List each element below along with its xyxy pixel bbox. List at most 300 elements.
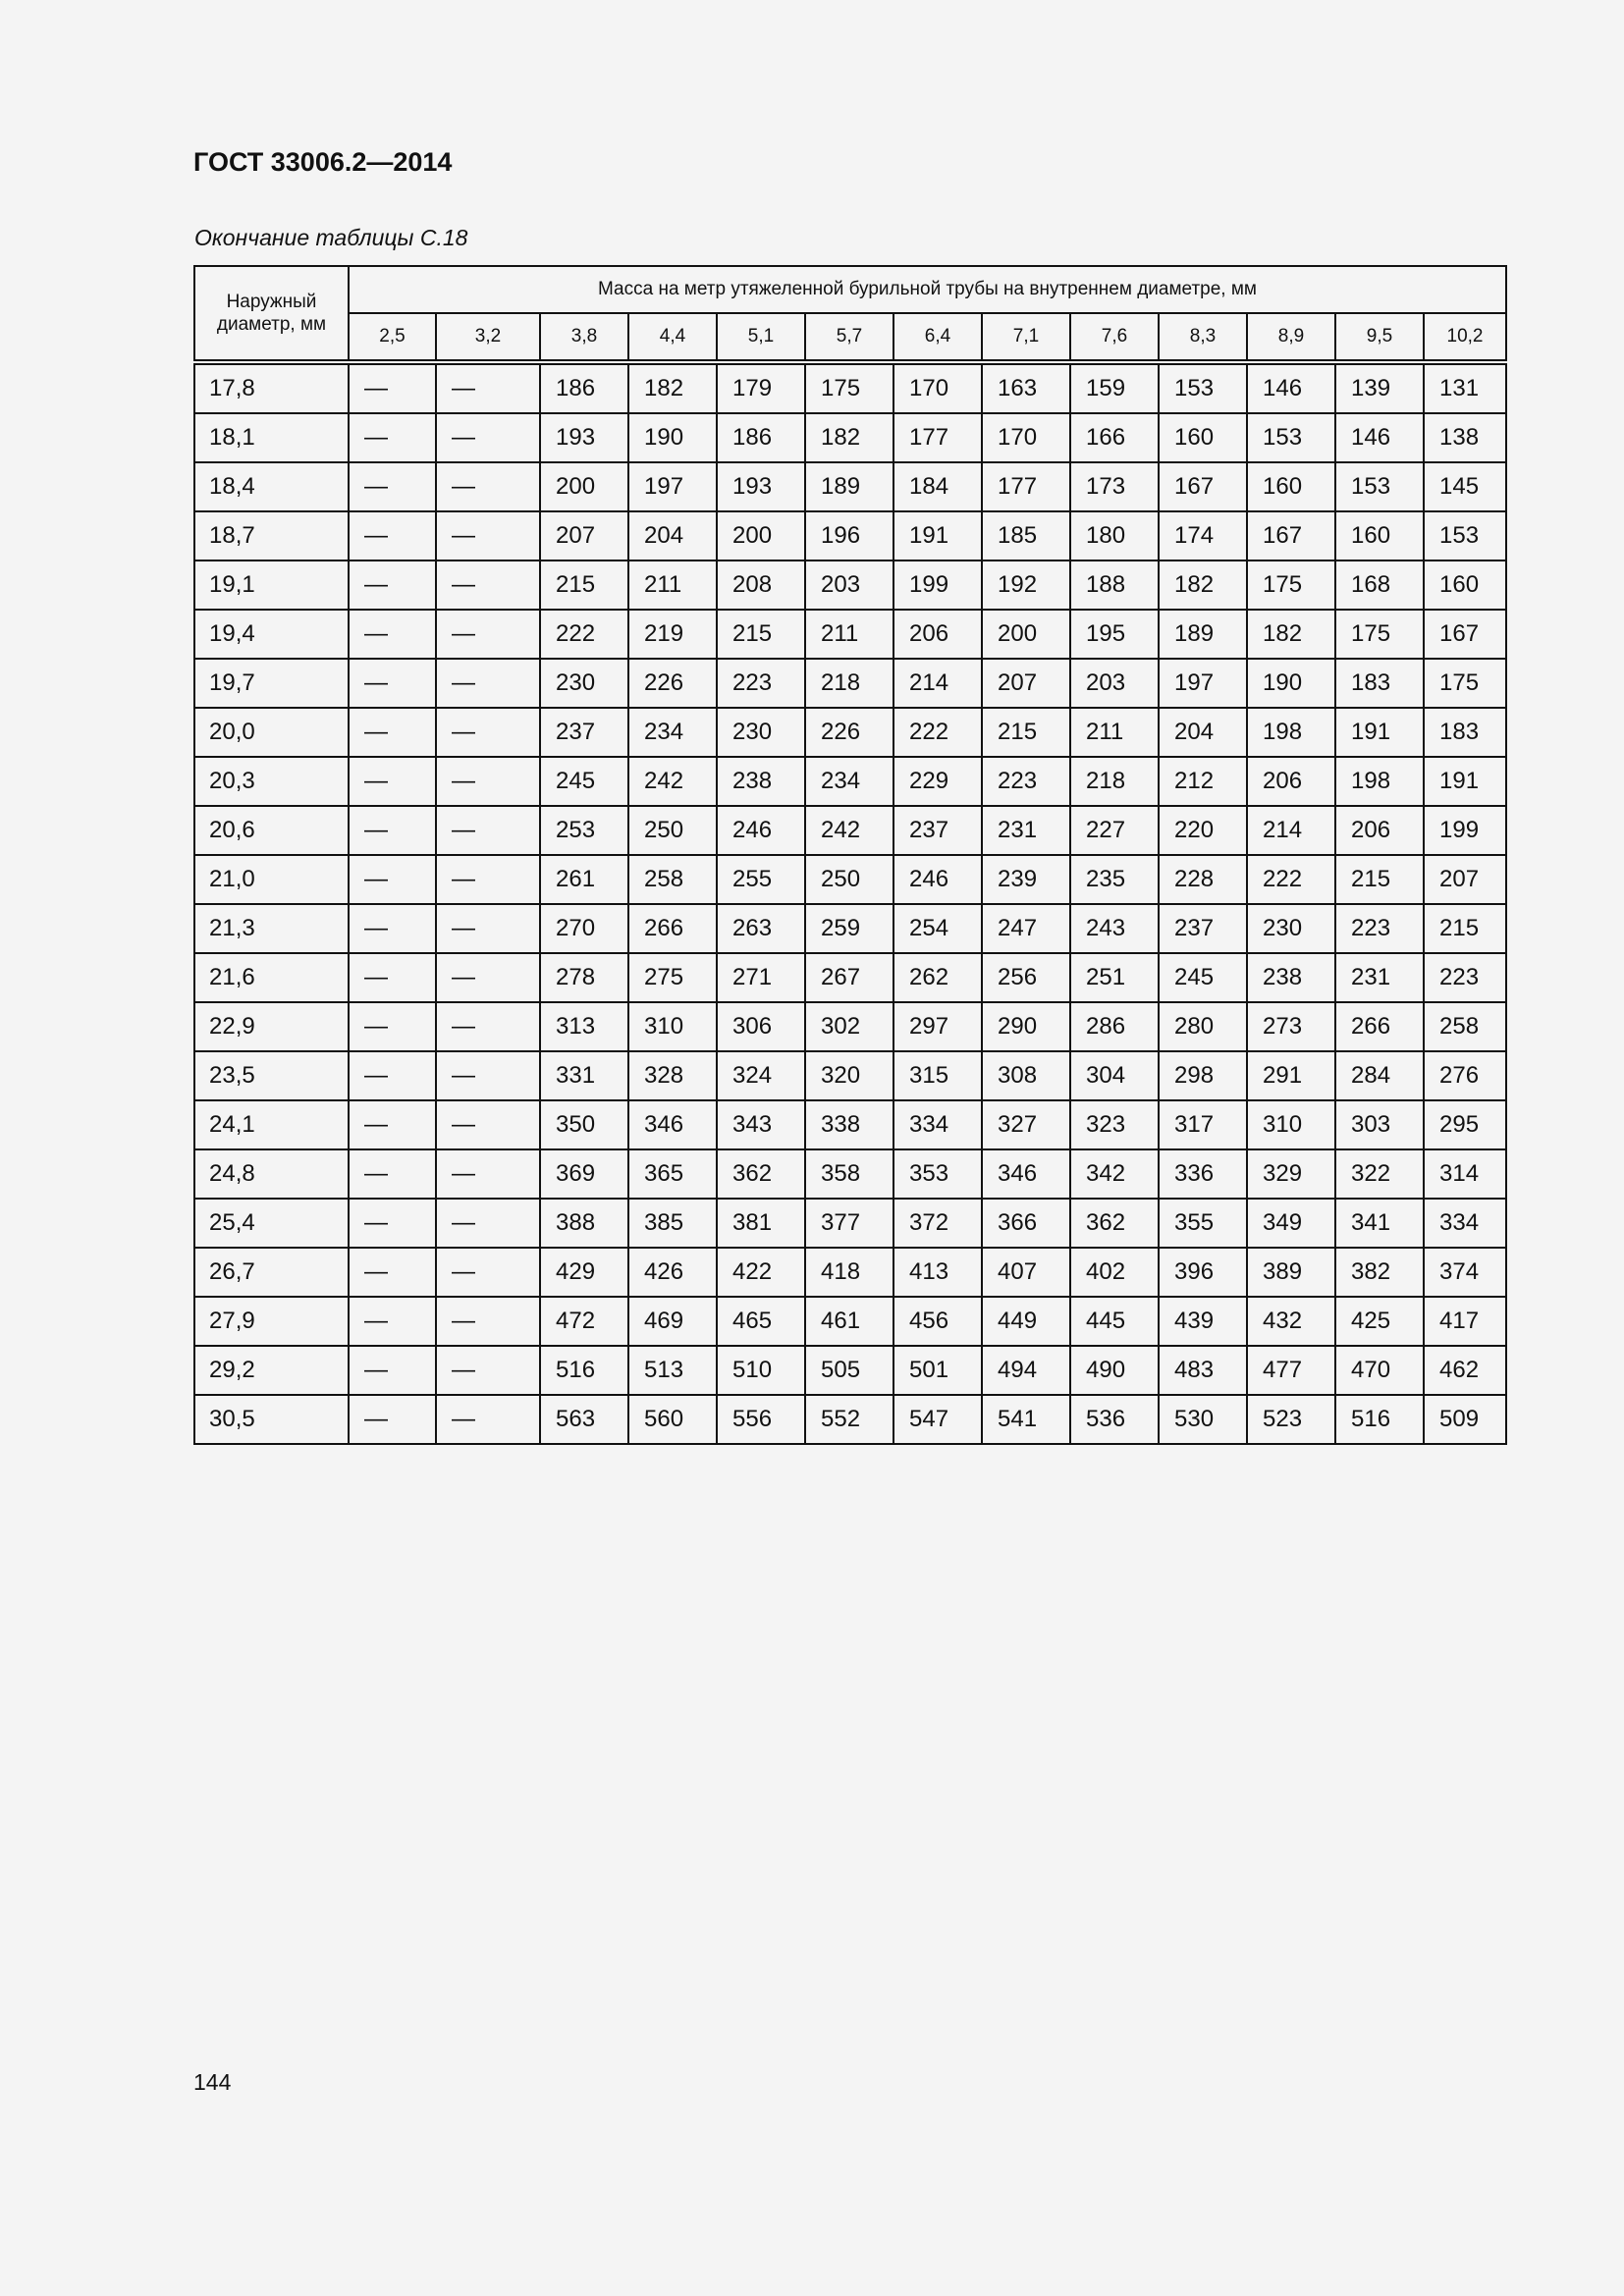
- mass-cell: 259: [805, 904, 893, 953]
- mass-cell: 315: [893, 1051, 982, 1100]
- mass-cell: 547: [893, 1395, 982, 1444]
- mass-cell: —: [349, 1002, 436, 1051]
- mass-cell: 362: [717, 1149, 805, 1199]
- mass-cell: 231: [1335, 953, 1424, 1002]
- mass-cell: 310: [1247, 1100, 1335, 1149]
- mass-cell: 160: [1247, 462, 1335, 511]
- mass-cell: 208: [717, 561, 805, 610]
- mass-cell: 389: [1247, 1248, 1335, 1297]
- mass-cell: —: [349, 610, 436, 659]
- mass-cell: 314: [1424, 1149, 1506, 1199]
- mass-cell: 207: [982, 659, 1070, 708]
- mass-cell: 167: [1159, 462, 1247, 511]
- mass-cell: 199: [1424, 806, 1506, 855]
- mass-cell: 327: [982, 1100, 1070, 1149]
- mass-cell: —: [436, 953, 540, 1002]
- mass-cell: —: [349, 708, 436, 757]
- mass-cell: 439: [1159, 1297, 1247, 1346]
- mass-cell: 328: [628, 1051, 717, 1100]
- mass-cell: 192: [982, 561, 1070, 610]
- mass-cell: 167: [1424, 610, 1506, 659]
- mass-cell: 560: [628, 1395, 717, 1444]
- outer-diameter-cell: 19,7: [194, 659, 349, 708]
- mass-cell: 374: [1424, 1248, 1506, 1297]
- mass-cell: 552: [805, 1395, 893, 1444]
- mass-cell: 275: [628, 953, 717, 1002]
- mass-cell: 145: [1424, 462, 1506, 511]
- mass-cell: 396: [1159, 1248, 1247, 1297]
- mass-cell: 350: [540, 1100, 628, 1149]
- table-row: [194, 806, 1506, 855]
- mass-cell: 226: [628, 659, 717, 708]
- mass-cell: 218: [1070, 757, 1159, 806]
- mass-cell: —: [349, 1149, 436, 1199]
- mass-cell: 324: [717, 1051, 805, 1100]
- mass-cell: 204: [628, 511, 717, 561]
- table-row: [194, 757, 1506, 806]
- mass-cell: 238: [1247, 953, 1335, 1002]
- outer-diameter-cell: 20,3: [194, 757, 349, 806]
- mass-cell: 239: [982, 855, 1070, 904]
- mass-cell: —: [349, 953, 436, 1002]
- table-row: [194, 1100, 1506, 1149]
- mass-cell: 342: [1070, 1149, 1159, 1199]
- mass-cell: 211: [628, 561, 717, 610]
- mass-cell: 139: [1335, 362, 1424, 413]
- mass-cell: 266: [628, 904, 717, 953]
- mass-cell: 170: [982, 413, 1070, 462]
- mass-cell: 173: [1070, 462, 1159, 511]
- mass-cell: 153: [1159, 362, 1247, 413]
- mass-cell: —: [436, 561, 540, 610]
- table-row: [194, 904, 1506, 953]
- outer-diameter-cell: 21,3: [194, 904, 349, 953]
- mass-cell: 472: [540, 1297, 628, 1346]
- mass-cell: 160: [1424, 561, 1506, 610]
- mass-cell: 191: [1424, 757, 1506, 806]
- mass-cell: 278: [540, 953, 628, 1002]
- mass-cell: 204: [1159, 708, 1247, 757]
- table-row: [194, 953, 1506, 1002]
- mass-cell: —: [349, 1051, 436, 1100]
- mass-cell: 298: [1159, 1051, 1247, 1100]
- outer-diameter-cell: 30,5: [194, 1395, 349, 1444]
- table-row: [194, 1395, 1506, 1444]
- mass-cell: 449: [982, 1297, 1070, 1346]
- table-row: [194, 659, 1506, 708]
- mass-cell: 286: [1070, 1002, 1159, 1051]
- outer-diameter-cell: 26,7: [194, 1248, 349, 1297]
- mass-cell: 237: [540, 708, 628, 757]
- mass-cell: 377: [805, 1199, 893, 1248]
- mass-cell: 470: [1335, 1346, 1424, 1395]
- mass-cell: 146: [1335, 413, 1424, 462]
- table-row: [194, 1346, 1506, 1395]
- table-row: [194, 855, 1506, 904]
- mass-cell: 346: [628, 1100, 717, 1149]
- mass-cell: 220: [1159, 806, 1247, 855]
- mass-cell: 320: [805, 1051, 893, 1100]
- mass-cell: 418: [805, 1248, 893, 1297]
- mass-cell: 334: [893, 1100, 982, 1149]
- mass-cell: 247: [982, 904, 1070, 953]
- mass-cell: 211: [1070, 708, 1159, 757]
- mass-cell: 231: [982, 806, 1070, 855]
- mass-cell: 235: [1070, 855, 1159, 904]
- mass-cell: 153: [1335, 462, 1424, 511]
- mass-cell: 516: [1335, 1395, 1424, 1444]
- outer-diameter-cell: 24,1: [194, 1100, 349, 1149]
- mass-cell: 477: [1247, 1346, 1335, 1395]
- table-row: [194, 1297, 1506, 1346]
- inner-diameter-header: 7,6: [1070, 313, 1159, 362]
- mass-cell: 207: [1424, 855, 1506, 904]
- mass-cell: 237: [893, 806, 982, 855]
- mass-cell: 295: [1424, 1100, 1506, 1149]
- mass-cell: 271: [717, 953, 805, 1002]
- mass-cell: 323: [1070, 1100, 1159, 1149]
- mass-cell: 198: [1335, 757, 1424, 806]
- outer-diameter-cell: 19,4: [194, 610, 349, 659]
- outer-diameter-cell: 20,6: [194, 806, 349, 855]
- mass-cell: 346: [982, 1149, 1070, 1199]
- mass-cell: 153: [1247, 413, 1335, 462]
- inner-diameter-header: 5,7: [805, 313, 893, 362]
- outer-diameter-cell: 19,1: [194, 561, 349, 610]
- mass-cell: 365: [628, 1149, 717, 1199]
- mass-cell: 182: [1247, 610, 1335, 659]
- mass-cell: 234: [805, 757, 893, 806]
- mass-cell: 266: [1335, 1002, 1424, 1051]
- mass-cell: —: [349, 806, 436, 855]
- mass-cell: 184: [893, 462, 982, 511]
- mass-cell: 245: [1159, 953, 1247, 1002]
- mass-cell: 382: [1335, 1248, 1424, 1297]
- mass-cell: —: [349, 362, 436, 413]
- mass-cell: —: [436, 1248, 540, 1297]
- mass-cell: 182: [805, 413, 893, 462]
- mass-cell: —: [436, 855, 540, 904]
- mass-cell: 203: [805, 561, 893, 610]
- mass-cell: 355: [1159, 1199, 1247, 1248]
- mass-cell: 462: [1424, 1346, 1506, 1395]
- mass-cell: 175: [1335, 610, 1424, 659]
- mass-cell: 246: [717, 806, 805, 855]
- mass-cell: 174: [1159, 511, 1247, 561]
- table-row: [194, 511, 1506, 561]
- mass-cell: 556: [717, 1395, 805, 1444]
- mass-cell: 242: [805, 806, 893, 855]
- mass-cell: 284: [1335, 1051, 1424, 1100]
- mass-cell: 222: [540, 610, 628, 659]
- mass-cell: 200: [982, 610, 1070, 659]
- mass-cell: 308: [982, 1051, 1070, 1100]
- mass-cell: 199: [893, 561, 982, 610]
- mass-cell: 445: [1070, 1297, 1159, 1346]
- mass-cell: 426: [628, 1248, 717, 1297]
- mass-cell: 353: [893, 1149, 982, 1199]
- mass-cell: —: [436, 708, 540, 757]
- mass-cell: 513: [628, 1346, 717, 1395]
- mass-cell: 214: [893, 659, 982, 708]
- mass-cell: 270: [540, 904, 628, 953]
- mass-cell: —: [349, 659, 436, 708]
- mass-cell: 177: [982, 462, 1070, 511]
- outer-diameter-cell: 18,1: [194, 413, 349, 462]
- mass-cell: 253: [540, 806, 628, 855]
- mass-cell: 146: [1247, 362, 1335, 413]
- mass-cell: —: [349, 1100, 436, 1149]
- mass-cell: 182: [1159, 561, 1247, 610]
- mass-cell: 197: [628, 462, 717, 511]
- mass-cell: 329: [1247, 1149, 1335, 1199]
- mass-cell: 303: [1335, 1100, 1424, 1149]
- mass-cell: 291: [1247, 1051, 1335, 1100]
- mass-cell: 228: [1159, 855, 1247, 904]
- mass-cell: 206: [1335, 806, 1424, 855]
- mass-cell: 177: [893, 413, 982, 462]
- mass-cell: 215: [717, 610, 805, 659]
- mass-cell: 267: [805, 953, 893, 1002]
- mass-cell: 258: [628, 855, 717, 904]
- mass-cell: 237: [1159, 904, 1247, 953]
- mass-cell: —: [436, 757, 540, 806]
- mass-cell: —: [436, 806, 540, 855]
- mass-cell: 317: [1159, 1100, 1247, 1149]
- mass-cell: —: [349, 757, 436, 806]
- mass-cell: 372: [893, 1199, 982, 1248]
- mass-cell: 302: [805, 1002, 893, 1051]
- mass-cell: 168: [1335, 561, 1424, 610]
- mass-cell: —: [436, 511, 540, 561]
- mass-cell: 322: [1335, 1149, 1424, 1199]
- table-row: [194, 1051, 1506, 1100]
- mass-cell: 509: [1424, 1395, 1506, 1444]
- table-row: [194, 610, 1506, 659]
- mass-cell: 245: [540, 757, 628, 806]
- mass-cell: 243: [1070, 904, 1159, 953]
- mass-cell: 510: [717, 1346, 805, 1395]
- mass-cell: 358: [805, 1149, 893, 1199]
- mass-cell: —: [436, 659, 540, 708]
- mass-cell: 465: [717, 1297, 805, 1346]
- mass-cell: 196: [805, 511, 893, 561]
- outer-diameter-cell: 20,0: [194, 708, 349, 757]
- mass-cell: 505: [805, 1346, 893, 1395]
- mass-group-header: Масса на метр утяжеленной бурильной трубы на внутреннем диаметре, мм: [349, 266, 1506, 313]
- outer-diameter-cell: 24,8: [194, 1149, 349, 1199]
- mass-cell: 334: [1424, 1199, 1506, 1248]
- mass-cell: 203: [1070, 659, 1159, 708]
- mass-cell: 190: [628, 413, 717, 462]
- mass-cell: 254: [893, 904, 982, 953]
- mass-cell: 186: [717, 413, 805, 462]
- mass-cell: —: [436, 1002, 540, 1051]
- mass-cell: 250: [805, 855, 893, 904]
- mass-cell: 193: [540, 413, 628, 462]
- mass-cell: —: [349, 1395, 436, 1444]
- mass-cell: 191: [893, 511, 982, 561]
- mass-cell: 183: [1335, 659, 1424, 708]
- inner-diameter-header: 9,5: [1335, 313, 1424, 362]
- mass-cell: —: [436, 1051, 540, 1100]
- mass-cell: 190: [1247, 659, 1335, 708]
- mass-cell: 212: [1159, 757, 1247, 806]
- mass-cell: —: [349, 855, 436, 904]
- mass-cell: 280: [1159, 1002, 1247, 1051]
- mass-cell: —: [436, 1346, 540, 1395]
- mass-cell: —: [436, 462, 540, 511]
- mass-cell: 385: [628, 1199, 717, 1248]
- mass-cell: 530: [1159, 1395, 1247, 1444]
- mass-cell: 186: [540, 362, 628, 413]
- table-row: [194, 561, 1506, 610]
- table-row: [194, 1149, 1506, 1199]
- mass-cell: 276: [1424, 1051, 1506, 1100]
- mass-cell: 189: [1159, 610, 1247, 659]
- table-row: [194, 1199, 1506, 1248]
- mass-cell: 153: [1424, 511, 1506, 561]
- mass-cell: —: [349, 561, 436, 610]
- mass-cell: 432: [1247, 1297, 1335, 1346]
- outer-diameter-header: Наружный диаметр, мм: [194, 266, 349, 362]
- mass-cell: 402: [1070, 1248, 1159, 1297]
- outer-diameter-cell: 23,5: [194, 1051, 349, 1100]
- mass-cell: —: [349, 1346, 436, 1395]
- mass-cell: 362: [1070, 1199, 1159, 1248]
- mass-cell: —: [436, 904, 540, 953]
- mass-cell: 223: [982, 757, 1070, 806]
- mass-cell: 338: [805, 1100, 893, 1149]
- inner-diameter-header: 10,2: [1424, 313, 1506, 362]
- outer-diameter-cell: 29,2: [194, 1346, 349, 1395]
- mass-cell: 223: [1424, 953, 1506, 1002]
- table-caption: Окончание таблицы С.18: [194, 225, 468, 250]
- mass-cell: 222: [893, 708, 982, 757]
- mass-cell: 425: [1335, 1297, 1424, 1346]
- inner-diameter-header: 3,8: [540, 313, 628, 362]
- mass-cell: 175: [1247, 561, 1335, 610]
- outer-diameter-cell: 21,0: [194, 855, 349, 904]
- mass-cell: 185: [982, 511, 1070, 561]
- mass-cell: —: [436, 362, 540, 413]
- mass-cell: 256: [982, 953, 1070, 1002]
- outer-diameter-cell: 25,4: [194, 1199, 349, 1248]
- mass-cell: 388: [540, 1199, 628, 1248]
- outer-diameter-cell: 17,8: [194, 362, 349, 413]
- mass-cell: 215: [540, 561, 628, 610]
- mass-cell: 313: [540, 1002, 628, 1051]
- inner-diameter-header: 8,9: [1247, 313, 1335, 362]
- inner-diameter-header: 7,1: [982, 313, 1070, 362]
- table-row: [194, 1248, 1506, 1297]
- mass-cell: 490: [1070, 1346, 1159, 1395]
- outer-diameter-cell: 18,4: [194, 462, 349, 511]
- mass-cell: —: [349, 904, 436, 953]
- mass-cell: 206: [1247, 757, 1335, 806]
- mass-cell: 131: [1424, 362, 1506, 413]
- inner-diameter-header: 5,1: [717, 313, 805, 362]
- mass-cell: 230: [1247, 904, 1335, 953]
- outer-diameter-cell: 18,7: [194, 511, 349, 561]
- mass-cell: 290: [982, 1002, 1070, 1051]
- inner-diameter-header: 2,5: [349, 313, 436, 362]
- mass-cell: 262: [893, 953, 982, 1002]
- mass-cell: 246: [893, 855, 982, 904]
- mass-cell: 188: [1070, 561, 1159, 610]
- table-row: [194, 413, 1506, 462]
- mass-cell: —: [349, 511, 436, 561]
- mass-cell: —: [436, 1297, 540, 1346]
- table-row: [194, 462, 1506, 511]
- mass-cell: 215: [982, 708, 1070, 757]
- mass-cell: 175: [805, 362, 893, 413]
- mass-cell: —: [436, 1149, 540, 1199]
- mass-table: [193, 265, 1507, 1445]
- mass-cell: 163: [982, 362, 1070, 413]
- mass-cell: 207: [540, 511, 628, 561]
- mass-cell: 250: [628, 806, 717, 855]
- mass-cell: 366: [982, 1199, 1070, 1248]
- mass-cell: 195: [1070, 610, 1159, 659]
- outer-diameter-cell: 21,6: [194, 953, 349, 1002]
- mass-cell: 215: [1335, 855, 1424, 904]
- inner-diameter-header: 6,4: [893, 313, 982, 362]
- mass-cell: 229: [893, 757, 982, 806]
- mass-cell: 242: [628, 757, 717, 806]
- mass-cell: 189: [805, 462, 893, 511]
- mass-cell: 227: [1070, 806, 1159, 855]
- mass-cell: 273: [1247, 1002, 1335, 1051]
- mass-cell: —: [349, 1199, 436, 1248]
- mass-cell: 182: [628, 362, 717, 413]
- table-row: [194, 362, 1506, 413]
- mass-cell: 349: [1247, 1199, 1335, 1248]
- mass-cell: 494: [982, 1346, 1070, 1395]
- outer-diameter-cell: 22,9: [194, 1002, 349, 1051]
- mass-cell: 304: [1070, 1051, 1159, 1100]
- mass-cell: 175: [1424, 659, 1506, 708]
- mass-cell: 516: [540, 1346, 628, 1395]
- mass-cell: 183: [1424, 708, 1506, 757]
- mass-cell: 563: [540, 1395, 628, 1444]
- mass-cell: —: [349, 413, 436, 462]
- mass-cell: 167: [1247, 511, 1335, 561]
- mass-cell: 310: [628, 1002, 717, 1051]
- mass-cell: 238: [717, 757, 805, 806]
- mass-cell: —: [349, 1297, 436, 1346]
- mass-cell: 222: [1247, 855, 1335, 904]
- mass-cell: 541: [982, 1395, 1070, 1444]
- mass-cell: 206: [893, 610, 982, 659]
- table-row: [194, 1002, 1506, 1051]
- mass-cell: 198: [1247, 708, 1335, 757]
- mass-cell: 407: [982, 1248, 1070, 1297]
- mass-cell: 200: [540, 462, 628, 511]
- mass-cell: 219: [628, 610, 717, 659]
- inner-diameter-header: 4,4: [628, 313, 717, 362]
- mass-cell: 180: [1070, 511, 1159, 561]
- mass-cell: —: [436, 1199, 540, 1248]
- mass-cell: 263: [717, 904, 805, 953]
- mass-cell: 297: [893, 1002, 982, 1051]
- mass-cell: 523: [1247, 1395, 1335, 1444]
- mass-cell: 214: [1247, 806, 1335, 855]
- mass-cell: 461: [805, 1297, 893, 1346]
- mass-cell: 200: [717, 511, 805, 561]
- mass-cell: 138: [1424, 413, 1506, 462]
- mass-cell: 166: [1070, 413, 1159, 462]
